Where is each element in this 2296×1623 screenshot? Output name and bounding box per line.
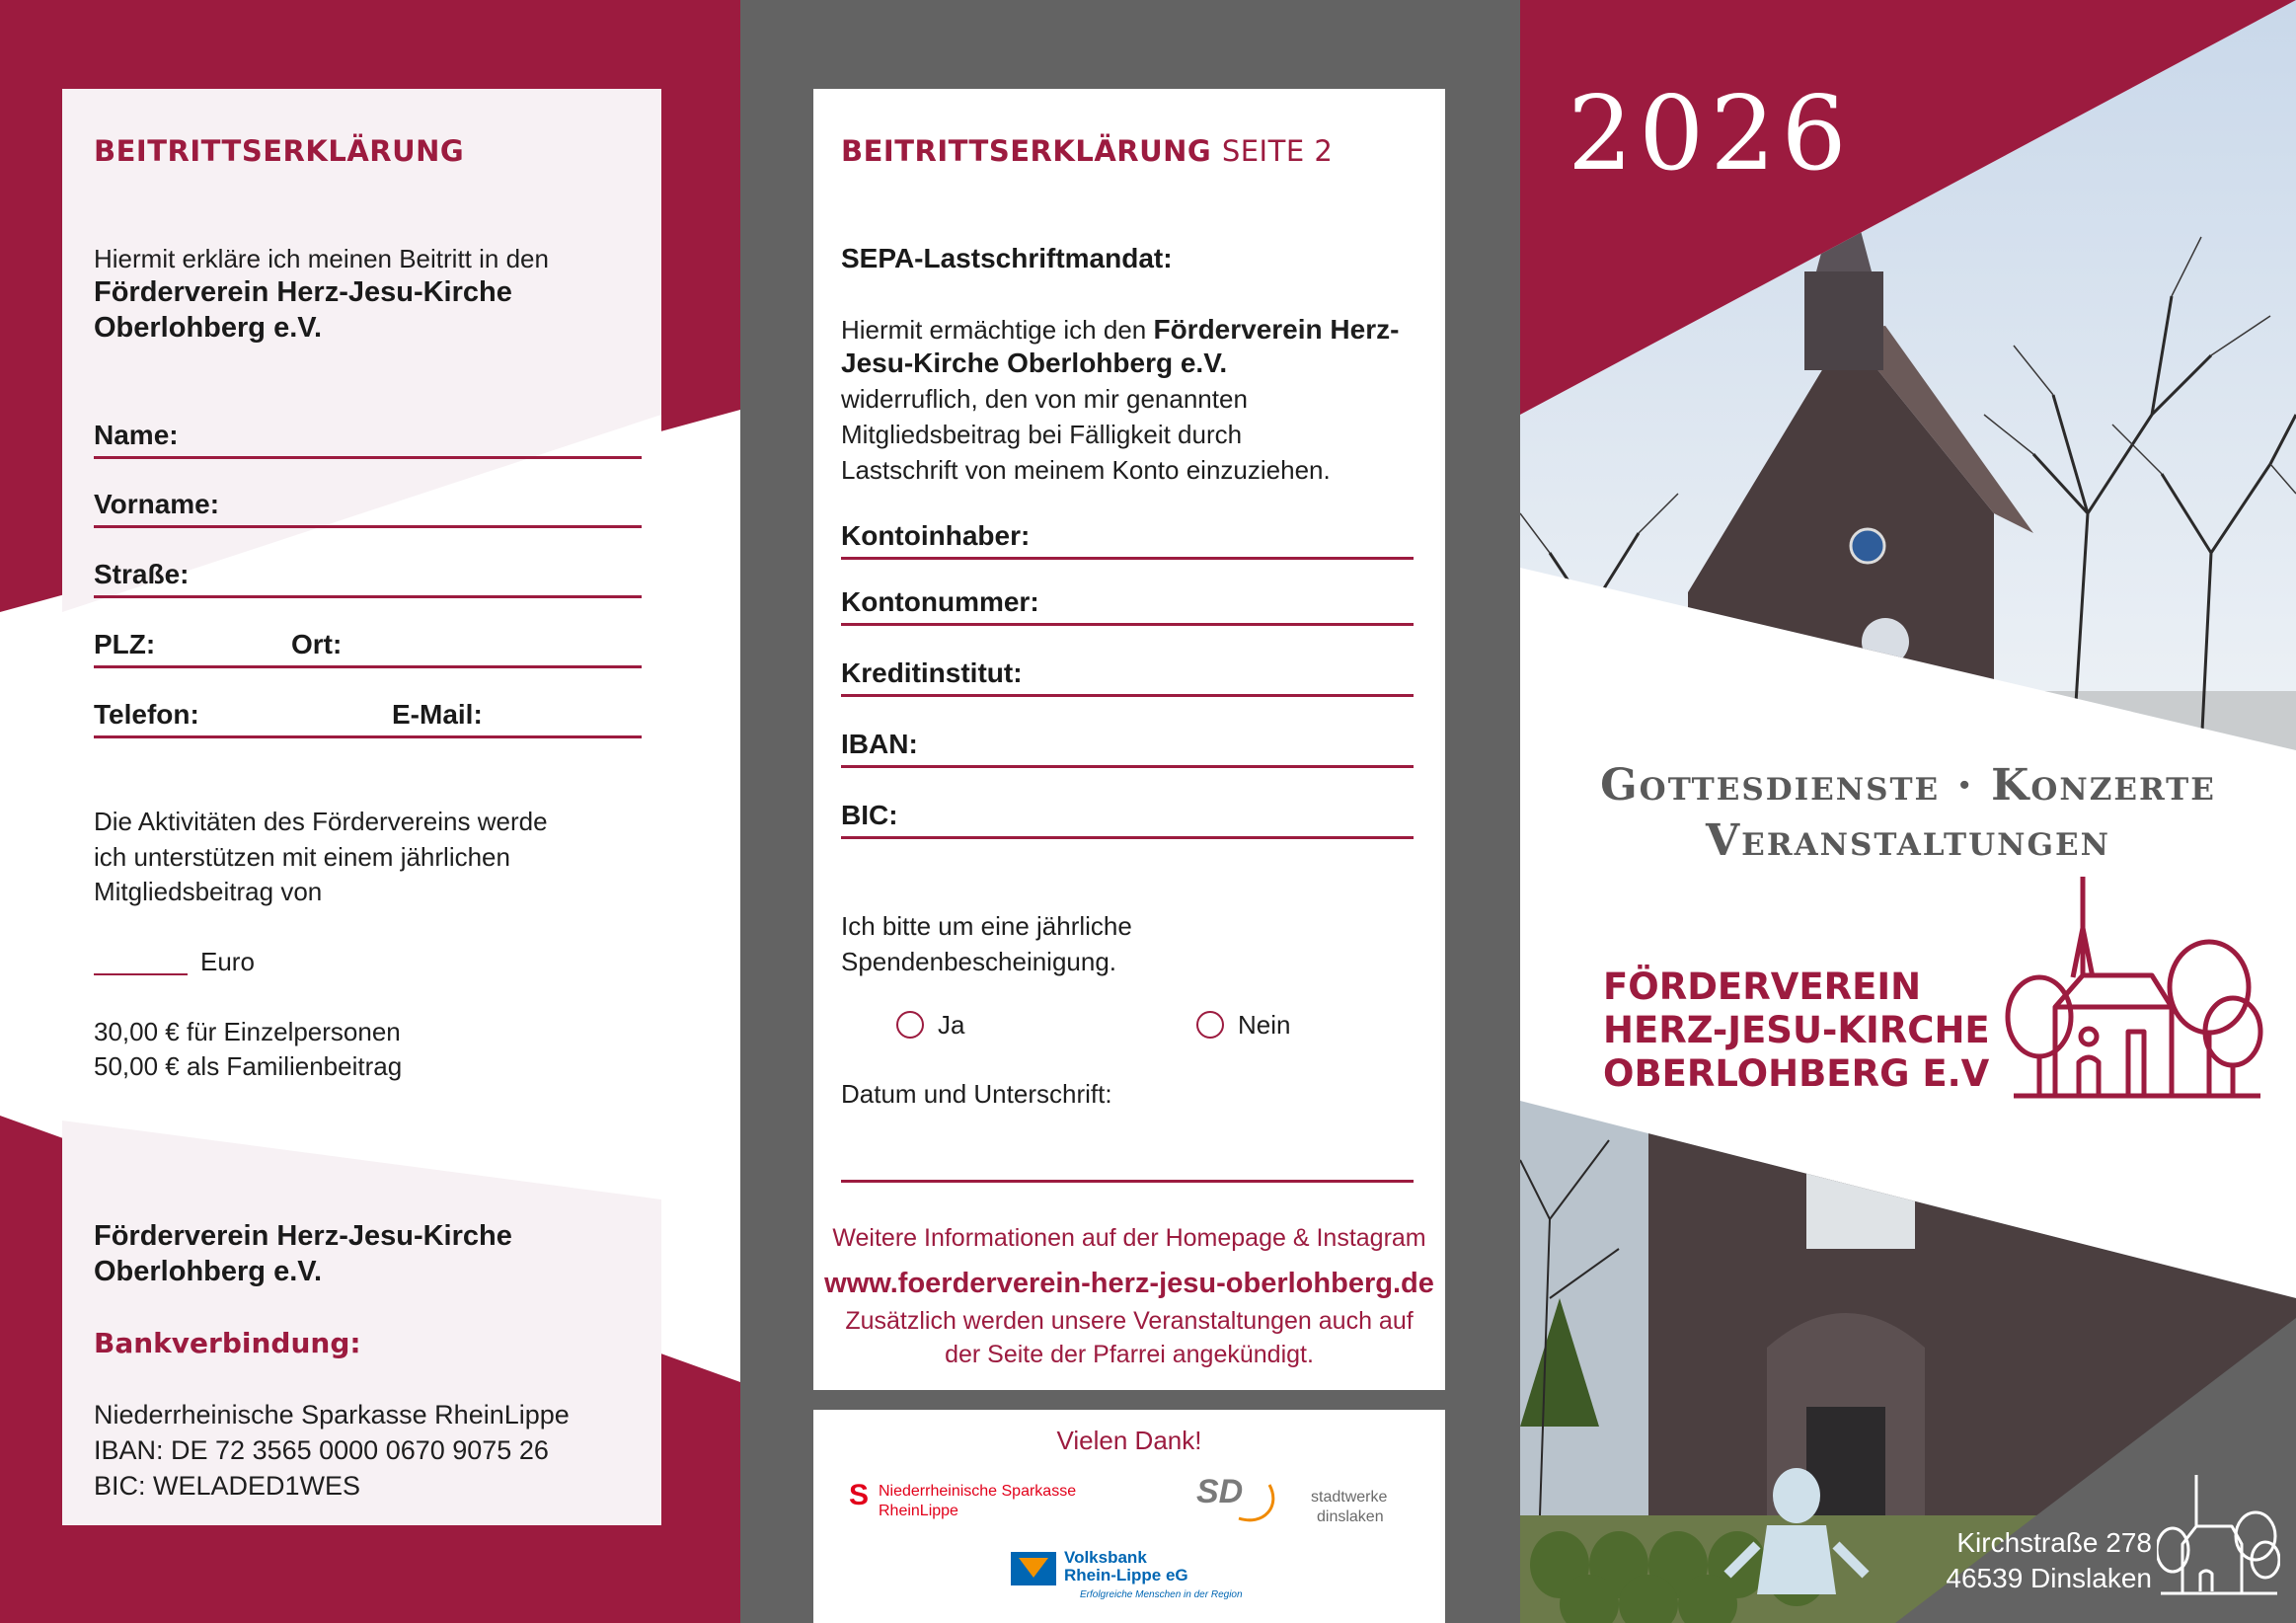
logo-line3: OBERLOHBERG E.V: [1603, 1052, 1990, 1095]
activities-line3: Mitgliedsbeitrag von: [94, 877, 323, 906]
bic-field[interactable]: [841, 795, 1414, 839]
name-field[interactable]: [94, 415, 642, 459]
logo-line1: FÖRDERVEREIN: [1603, 966, 1922, 1008]
thanks-text: Vielen Dank!: [1056, 1426, 1202, 1455]
note-line1: Zusätzlich werden unsere Veranstaltungen auch auf: [845, 1307, 1414, 1335]
donation-line2: Spendenbescheinigung.: [841, 947, 1117, 976]
mandate-line5: Lastschrift von meinem Konto einzuziehen.: [841, 455, 1331, 485]
signature-line[interactable]: [841, 1178, 1414, 1183]
volksbank-logo: [1011, 1548, 1248, 1617]
sponsors-card: [813, 1410, 1445, 1623]
logo-line2: HERZ-JESU-KIRCHE: [1603, 1009, 1990, 1051]
radio-yes[interactable]: [896, 1011, 924, 1039]
kontonummer-field[interactable]: [841, 581, 1414, 626]
note-line2: der Seite der Pfarrei angekündigt.: [945, 1341, 1314, 1368]
association-logo-text: [1603, 966, 1990, 1096]
telefon-email-field[interactable]: [94, 694, 642, 738]
kontonummer-label: Kontonummer:: [841, 586, 1039, 617]
kreditinstitut-label: Kreditinstitut:: [841, 657, 1023, 688]
sparkasse-logo: [849, 1479, 1096, 1528]
footer-org-line2: Oberlohberg e.V.: [94, 1256, 322, 1287]
donation-line1: Ich bitte um eine jährliche: [841, 911, 1132, 941]
radio-yes-label: Ja: [938, 1010, 965, 1040]
address-line1: Kirchstraße 278: [1956, 1527, 2152, 1558]
bank-iban: IBAN: DE 72 3565 0000 0670 9075 26: [94, 1435, 549, 1465]
mandate-org-a: Förderverein Herz-: [1153, 314, 1400, 345]
volksbank-icon: [1011, 1552, 1056, 1585]
plz-ort-field[interactable]: [94, 624, 642, 668]
ort-label: Ort:: [291, 629, 343, 659]
radio-no-label: Nein: [1238, 1010, 1291, 1040]
telefon-label: Telefon:: [94, 699, 199, 730]
kreditinstitut-field[interactable]: [841, 653, 1414, 697]
volksbank-line2: Rhein-Lippe eG: [1064, 1566, 1188, 1584]
membership-form-card: [62, 89, 661, 1525]
euro-amount-input[interactable]: [94, 971, 188, 975]
kontoinhaber-field[interactable]: [841, 515, 1414, 560]
mandate-line1: [841, 312, 1399, 348]
sepa-heading-sub: SEITE 2: [1221, 134, 1334, 168]
sepa-heading: [841, 134, 1333, 168]
strasse-field[interactable]: [94, 554, 642, 598]
vorname-label: Vorname:: [94, 489, 220, 519]
iban-field[interactable]: [841, 724, 1414, 768]
intro-text: Hiermit erkläre ich meinen Beitritt in den: [94, 244, 549, 273]
sparkasse-line1: Niederrheinische Sparkasse: [879, 1483, 1077, 1500]
signature-label: Datum und Unterschrift:: [841, 1079, 1112, 1109]
vorname-field[interactable]: [94, 484, 642, 528]
church-sketch-icon: [2004, 869, 2270, 1106]
bic-label: BIC:: [841, 800, 898, 830]
sparkasse-line2: RheinLippe: [879, 1503, 958, 1519]
email-label: E-Mail:: [392, 699, 483, 730]
form-heading: BEITRITTSERKLÄRUNG: [94, 134, 465, 168]
stadtwerke-mark: SD: [1196, 1473, 1244, 1510]
tagline-line1: Gottesdienste · Konzerte: [1600, 760, 2216, 811]
kontoinhaber-label: Kontoinhaber:: [841, 520, 1031, 551]
plz-label: PLZ:: [94, 629, 156, 659]
volksbank-line1: Volksbank: [1064, 1548, 1147, 1567]
stadtwerke-logo: [1196, 1473, 1423, 1534]
fee-single: 30,00 € für Einzelpersonen: [94, 1017, 401, 1046]
org-name-line1: Förderverein Herz-Jesu-Kirche: [94, 276, 512, 308]
activities-line2: ich unterstützen mit einem jährlichen: [94, 842, 510, 872]
sparkasse-s-icon: S: [849, 1479, 870, 1511]
bank-heading: Bankverbindung:: [94, 1327, 361, 1359]
name-label: Name:: [94, 420, 179, 450]
stadtwerke-swoosh-icon: [1234, 1475, 1283, 1530]
footer-org-line1: Förderverein Herz-Jesu-Kirche: [94, 1220, 512, 1252]
mandate-line3: widerruflich, den von mir genannten: [841, 384, 1248, 414]
mandate-line4: Mitgliedsbeitrag bei Fälligkeit durch: [841, 420, 1243, 449]
tagline-line2: Veranstaltungen: [1706, 815, 2110, 866]
right-panel: [1520, 0, 2296, 1623]
stadtwerke-line1: stadtwerke: [1311, 1489, 1388, 1506]
year-label: 2026: [1568, 73, 1853, 193]
left-panel: [0, 0, 740, 1623]
website-link[interactable]: www.foerderverein-herz-jesu-oberlohberg.de: [824, 1268, 1434, 1299]
mandate-intro: Hiermit ermächtige ich den: [841, 315, 1147, 345]
address-line2: 46539 Dinslaken: [1946, 1563, 2152, 1593]
fee-family: 50,00 € als Familienbeitrag: [94, 1051, 403, 1081]
volksbank-tagline: Erfolgreiche Menschen in der Region: [1080, 1589, 1243, 1600]
sepa-title: SEPA-Lastschriftmandat:: [841, 243, 1173, 273]
bank-bic: BIC: WELADED1WES: [94, 1471, 361, 1501]
euro-label: Euro: [200, 947, 255, 976]
iban-label: IBAN:: [841, 729, 918, 759]
mandate-org-b: Jesu-Kirche Oberlohberg e.V.: [841, 348, 1228, 378]
bank-name: Niederrheinische Sparkasse RheinLippe: [94, 1400, 570, 1430]
radio-no[interactable]: [1196, 1011, 1224, 1039]
org-name-line2: Oberlohberg e.V.: [94, 312, 322, 344]
more-info-text: Weitere Informationen auf der Homepage & Instagram: [832, 1224, 1426, 1252]
strasse-label: Straße:: [94, 559, 190, 589]
activities-line1: Die Aktivitäten des Fördervereins werde: [94, 807, 548, 836]
sepa-heading-main: BEITRITTSERKLÄRUNG: [841, 134, 1212, 168]
church-sketch-small-icon: [2157, 1471, 2280, 1599]
sepa-form-card: [813, 89, 1445, 1390]
stadtwerke-line2: dinslaken: [1317, 1508, 1384, 1525]
address-block: [1915, 1525, 2152, 1596]
